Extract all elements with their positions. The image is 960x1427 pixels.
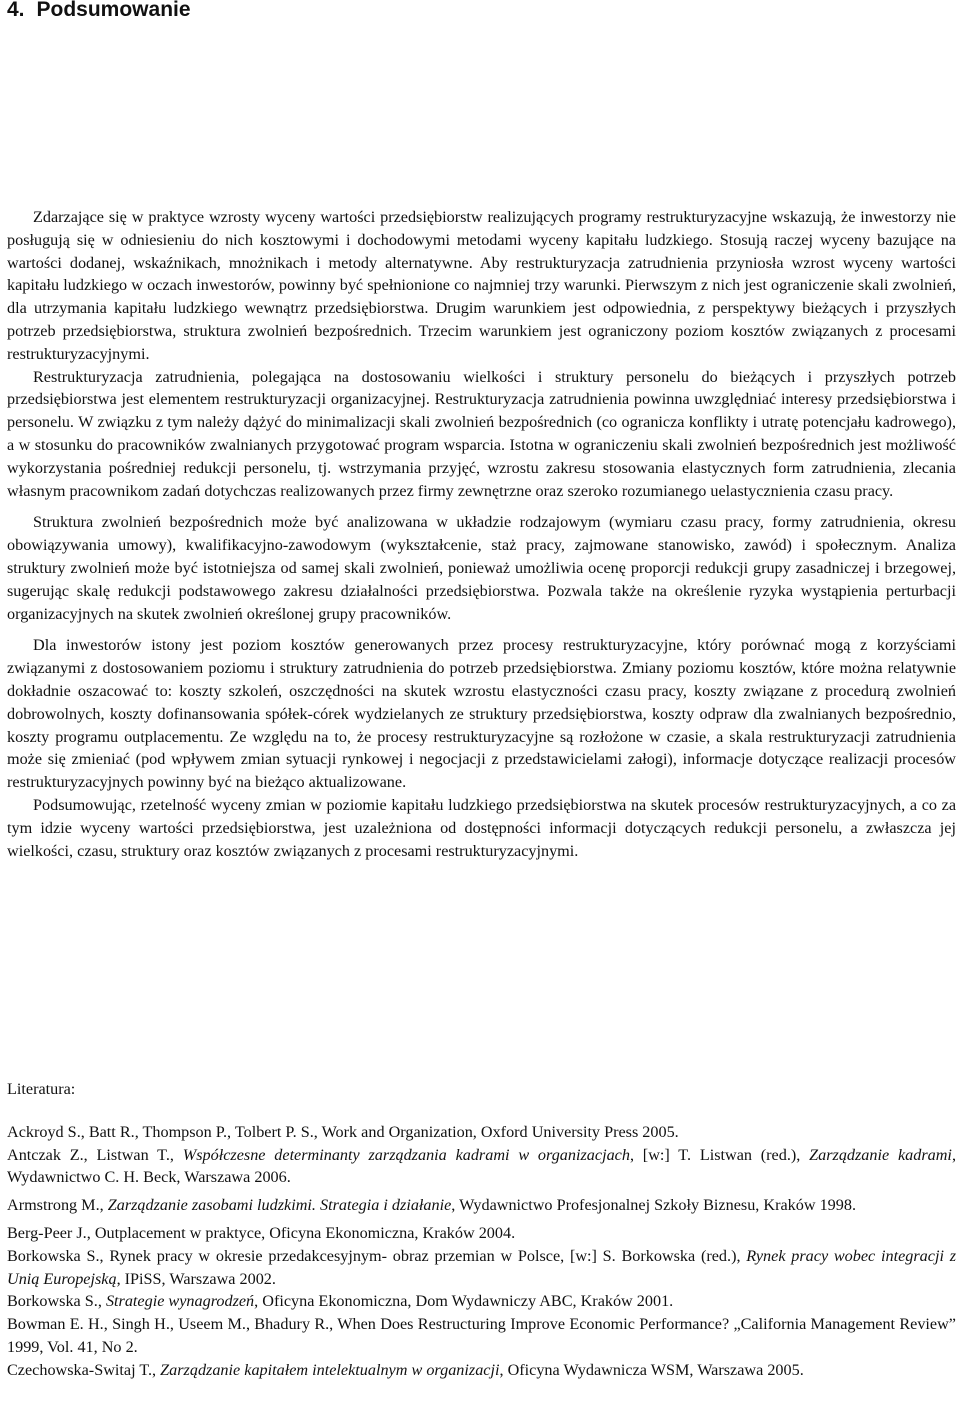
reference-details: , IPiSS, Warszawa 2002. — [116, 1269, 276, 1288]
paragraph: Struktura zwolnień bezpośrednich może być analizowana w układzie rodzajowym (wymiaru czasu pracy, formy zatrudnienia, okresu obowiązywania umowy), kwalifikacyjno-zawodowym (wykształcenie, staż pracy, zajmowane stanowisko, zawód) i społecznym. Analiza struktury zwolnień może być istotniejsza od samej skali zwolnień, ponieważ umożliwia ocenę proporcji redukcji grupy zasadniczej i brzegowej, sugerując skalę redukcji podstawowego zakresu działalności przedsiębiorstwa. Pozwala także na określenie ryzyka wystąpienia perturbacji organizacyjnych na skutek zwolnień określonej grupy pracowników. — [7, 513, 956, 623]
reference-item — [7, 1313, 956, 1359]
reference-details: When Does Restructuring Improve Economic Performance? „California Management Review” 1999, Vol. 41, No 2. — [7, 1315, 956, 1356]
reference-author: Czechowska-Switaj T., — [7, 1360, 161, 1379]
section-title: Podsumowanie — [36, 0, 191, 21]
reference-details: , [w:] T. Listwan (red.), — [629, 1145, 810, 1164]
reference-author: Ackroyd S., Batt R., Thompson P., Tolbert P. S., — [7, 1122, 322, 1141]
reference-item — [7, 1121, 956, 1144]
reference-author: Armstrong M., — [7, 1196, 108, 1215]
reference-details: , Oficyna Wydawnicza WSM, Warszawa 2005. — [499, 1360, 804, 1379]
reference-author: Antczak Z., Listwan T., — [7, 1145, 183, 1164]
summary-body — [7, 206, 956, 862]
paragraph: Podsumowując, rzetelność wyceny zmian w poziomie kapitału ludzkiego przedsiębiorstwa na skutek procesów restrukturyzacyjnych, a co za tym idzie wyceny wartości przedsiębiorstwa, jest uzależniona od dostępności informacji dotyczących redukcji personelu, a zwłaszcza jej wielkości, czasu, struktury oraz kosztów związanych z procesami restrukturyzacyjnymi. — [7, 795, 956, 860]
reference-details: Rynek pracy w okresie przedakcesyjnym- obraz przemian w Polsce, [w:] S. Borkowska (red.), — [109, 1246, 747, 1265]
reference-title: Strategie wynagrodzeń — [105, 1292, 255, 1311]
reference-title: Zarządzanie kadrami — [809, 1145, 952, 1164]
reference-title: Współczesne determinanty zarządzania kadrami w organizacjach — [182, 1145, 630, 1164]
paragraph: Zdarzające się w praktyce wzrosty wyceny wartości przedsiębiorstw realizujących programy restrukturyzacyjne wskazują, że inwestorzy nie posługują się w odniesieniu do nich kosztowymi i dochodowymi metodami wyceny kapitału ludzkiego. Stosują raczej wyceny bazujące na wartości dodanej, wskaźnikach, mnożnikach i metody alternatywne. Aby restrukturyzacja zatrudnienia przyniosła wzrost wyceny wartości kapitału ludzkiego w oczach inwestorów, powinny być spełnionione co najmniej trzy warunki. Pierwszym z nich jest ograniczenie skali zwolnień, dla utrzymania kapitału ludzkiego wewnątrz przedsiębiorstwa. Drugim warunkiem jest odpowiednia, z perspektywy bieżących i przyszłych potrzeb przedsiębiorstwa, struktura zwolnień bezpośrednich. Trzecim warunkiem jest ograniczony poziom kosztów związanych z procesami restrukturyzacyjnymi. — [7, 208, 956, 363]
reference-details: , Wydawnictwo Profesjonalnej Szkoły Biznesu, Kraków 1998. — [451, 1196, 856, 1215]
paragraph: Restrukturyzacja zatrudnienia, polegająca na dostosowaniu wielkości i struktury personelu do bieżących i przyszłych potrzeb przedsiębiorstwa jest elementem restrukturyzacji organizacyjnej. Restrukturyzacja zatrudnienia powinna uwzględniać interesy przedsiębiorstwa i personelu. W związku z tym należy dążyć do minimalizacji skali zwolnień bezpośrednich (co ogranicza konflikty i utratę potencjału kadrowego), a w stosunku do pracowników zwalnianych przygotować program wsparcia. Istotna w ograniczeniu skali zwolnień bezpośrednich jest możliwość wykorzystania pośredniej redukcji personelu, tj. wstrzymania przyjęć, wzrostu zakresu stosowania elastycznych form zatrudnienia, zlecania własnym pracownikom zadań dotychczas realizowanych przez firmy zewnętrzne oraz szeroko rozumianego uelastycznienia czasu pracy. — [7, 367, 956, 500]
reference-details: , Oficyna Ekonomiczna, Dom Wydawniczy ABC, Kraków 2001. — [254, 1292, 674, 1311]
section-number: 4. — [7, 0, 25, 21]
reference-details: Work and Organization, Oxford University Press 2005. — [321, 1122, 679, 1141]
reference-item — [7, 1222, 956, 1245]
reference-author: Berg-Peer J., — [7, 1223, 95, 1242]
reference-item — [7, 1290, 956, 1313]
reference-title: Zarządzanie kapitałem intelektualnym w organizacji — [160, 1360, 500, 1379]
reference-author: Borkowska S., — [7, 1292, 106, 1311]
literature-section — [7, 1078, 956, 1382]
reference-title: Rynek pracy wobec integracji z Unią Europejską — [7, 1246, 956, 1288]
reference-item — [7, 1144, 956, 1190]
reference-title: Zarządzanie zasobami ludzkimi. Strategia i działanie — [107, 1196, 452, 1215]
reference-item — [7, 1194, 956, 1217]
reference-author: Borkowska S., — [7, 1246, 110, 1265]
reference-author: Bowman E. H., Singh H., Useem M., Bhadury R., — [7, 1315, 338, 1334]
reference-details: , Wydawnictwo C. H. Beck, Warszawa 2006. — [7, 1145, 956, 1187]
paragraph: Dla inwestorów istony jest poziom kosztów generowanych przez procesy restrukturyzacyjne, który porównać mogą z korzyściami związanymi z dostosowaniem poziomu i struktury zatrudnienia do potrzeb przedsiębiorstwa. Zmiany poziomu kosztów, które można relatywnie dokładnie oszacować to: koszty szkoleń, oszczędności na skutek wzrostu elastyczności czasu pracy, koszty związane z procedurą zwolnień dobrowolnych, koszty dofinansowania spółek-córek wydzielanych ze struktury przedsiębiorstwa, koszty odpraw dla zwalnianych bezpośrednio, koszty programu outplacementu. Ze względu na to, że procesy restrukturyzacyjne są rozłożone w czasie, a skala restrukturyzacji zatrudnienia może się zmieniać (pod wpływem zmian sytuacji rynkowej i negocjacji z przedstawicielami załogi), informacje dotyczące realizacji procesów restrukturyzacyjnych powinny być na bieżąco aktualizowane. — [7, 636, 956, 792]
literature-title: Literatura: — [7, 1080, 76, 1098]
reference-item — [7, 1245, 956, 1291]
section-heading — [7, 0, 191, 23]
reference-details: Outplacement w praktyce, Oficyna Ekonomiczna, Kraków 2004. — [94, 1223, 516, 1242]
reference-item — [7, 1359, 956, 1382]
